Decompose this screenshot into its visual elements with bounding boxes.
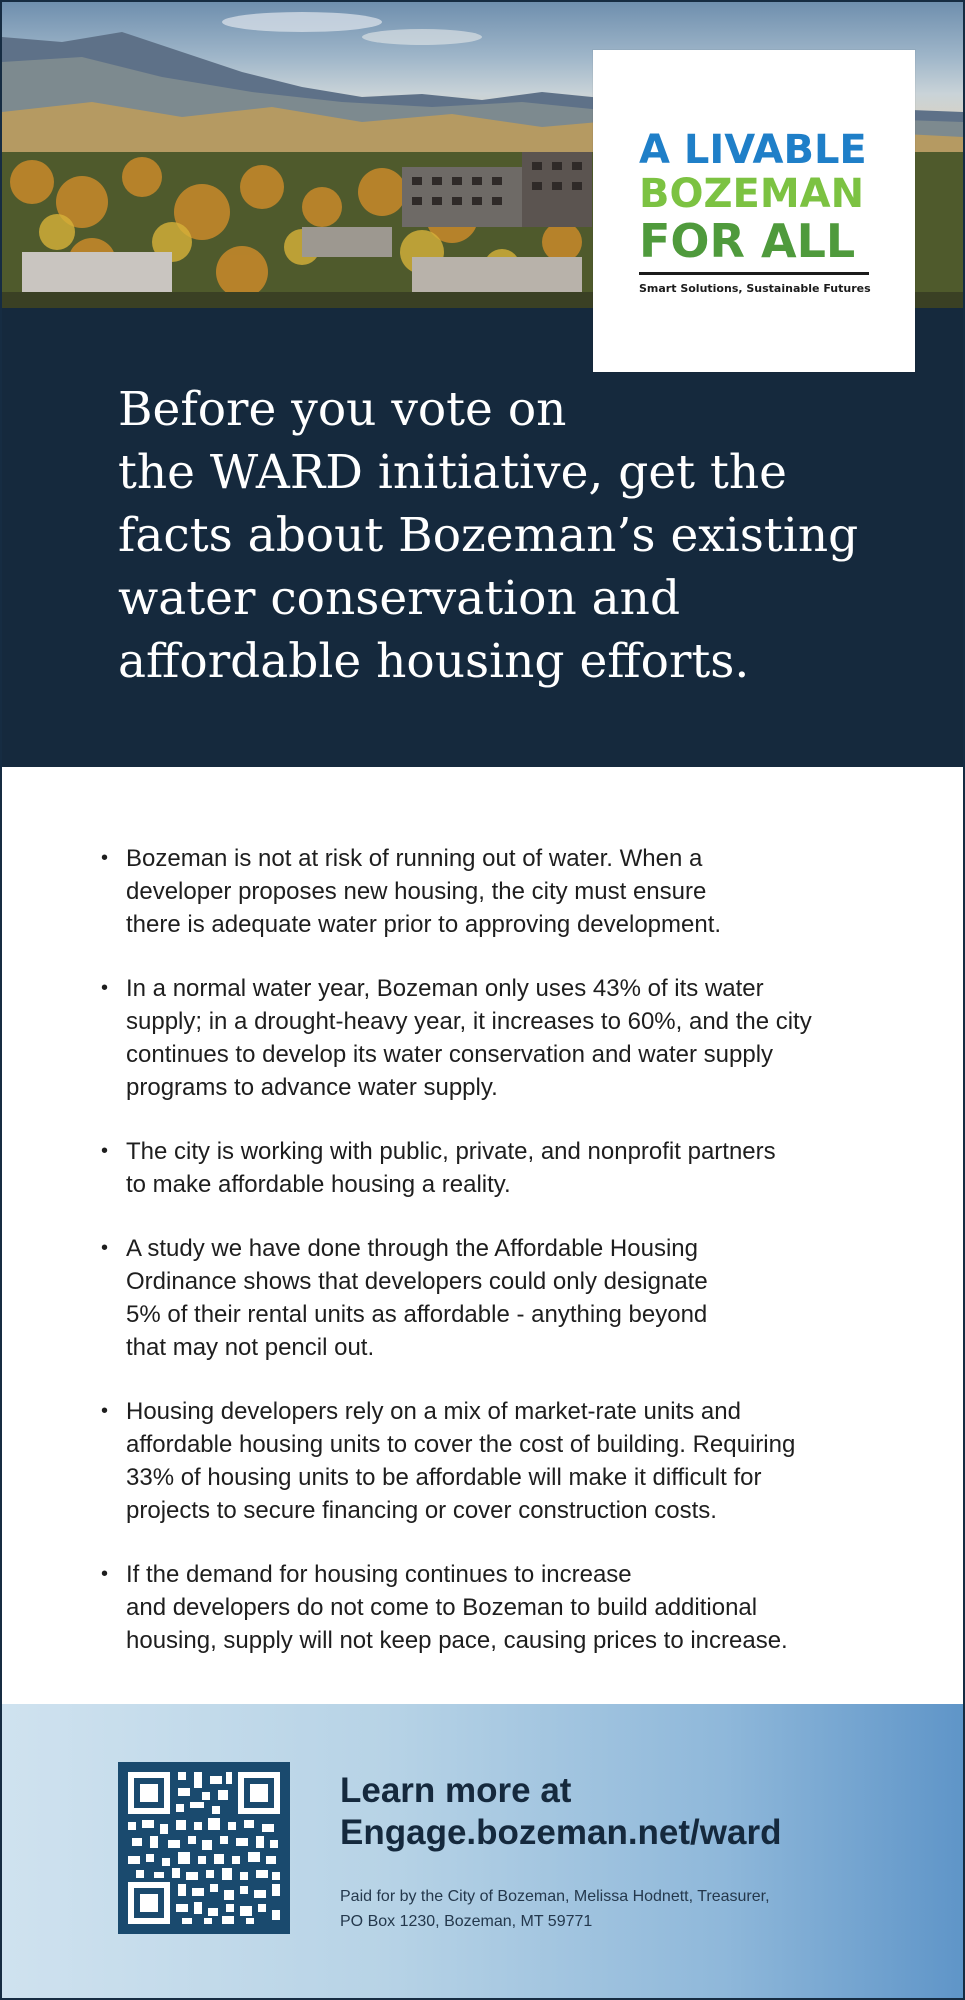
fact-bullet-partners [2, 1135, 963, 1201]
fact-line: continues to develop its water conservation and water supply [126, 1041, 774, 1068]
fact-line: programs to advance water supply. [126, 1074, 498, 1101]
facts-list [2, 842, 963, 1688]
learn-more-heading [340, 1770, 781, 1854]
fact-line: • In a normal water year, Bozeman only uses 43% of its water [126, 975, 764, 1002]
fact-line: • Housing developers rely on a mix of market-rate units and [126, 1398, 741, 1425]
learn-more-text: Learn more at [340, 1771, 572, 1810]
fact-line: • The city is working with public, private, and nonprofit partners [126, 1138, 776, 1165]
fact-line: 5% of their rental units as affordable - anything beyond [126, 1301, 708, 1328]
fact-bullet-demand [2, 1558, 963, 1657]
fact-line: • Bozeman is not at risk of running out of water. When a [126, 845, 703, 872]
headline-line: facts about Bozeman’s existing [118, 508, 859, 563]
headline-line: Before you vote on [118, 382, 567, 437]
headline-band [2, 308, 963, 767]
logo-line-bozeman: BOZEMAN [639, 171, 865, 217]
fact-line: to make affordable housing a reality. [126, 1171, 511, 1198]
logo-tagline: Smart Solutions, Sustainable Futures [639, 282, 871, 295]
footer-band [2, 1704, 963, 1998]
headline-line: water conservation and [118, 571, 681, 626]
fact-line: and developers do not come to Bozeman to build additional [126, 1594, 758, 1621]
fact-line: Ordinance shows that developers could only designate [126, 1268, 708, 1295]
learn-more-url-link[interactable]: Engage.bozeman.net/ward [340, 1813, 782, 1852]
a-livable-bozeman-logo [593, 50, 915, 372]
headline-line: affordable housing efforts. [118, 634, 750, 689]
fact-line: supply; in a drought-heavy year, it increases to 60%, and the city [126, 1008, 812, 1035]
fact-line: there is adequate water prior to approving development. [126, 911, 722, 938]
fact-bullet-water-usage [2, 972, 963, 1104]
fact-bullet-financing [2, 1395, 963, 1527]
fact-line: projects to secure financing or cover construction costs. [126, 1497, 717, 1524]
paid-for-disclaimer [340, 1884, 900, 1934]
fact-line: 33% of housing units to be affordable will make it difficult for [126, 1464, 762, 1491]
disclaimer-line: Paid for by the City of Bozeman, Melissa Hodnett, Treasurer, [340, 1888, 770, 1905]
headline-line: the WARD initiative, get the [118, 445, 787, 500]
qr-code-icon[interactable] [118, 1762, 290, 1934]
fact-line: affordable housing units to cover the cost of building. Requiring [126, 1431, 796, 1458]
disclaimer-line: PO Box 1230, Bozeman, MT 59771 [340, 1913, 593, 1930]
fact-line: that may not pencil out. [126, 1334, 375, 1361]
fact-line: • If the demand for housing continues to increase [126, 1561, 632, 1588]
fact-line: • A study we have done through the Affordable Housing [126, 1235, 698, 1262]
logo-divider [639, 272, 869, 275]
fact-line: housing, supply will not keep pace, causing prices to increase. [126, 1627, 788, 1654]
logo-line-for-all: FOR ALL [639, 214, 856, 268]
fact-bullet-study [2, 1232, 963, 1364]
logo-line-a-livable: A LIVABLE [639, 127, 867, 173]
headline [118, 378, 878, 693]
fact-bullet-water-risk [2, 842, 963, 941]
qr-code-pattern-icon [128, 1772, 280, 1924]
fact-line: developer proposes new housing, the city must ensure [126, 878, 707, 905]
